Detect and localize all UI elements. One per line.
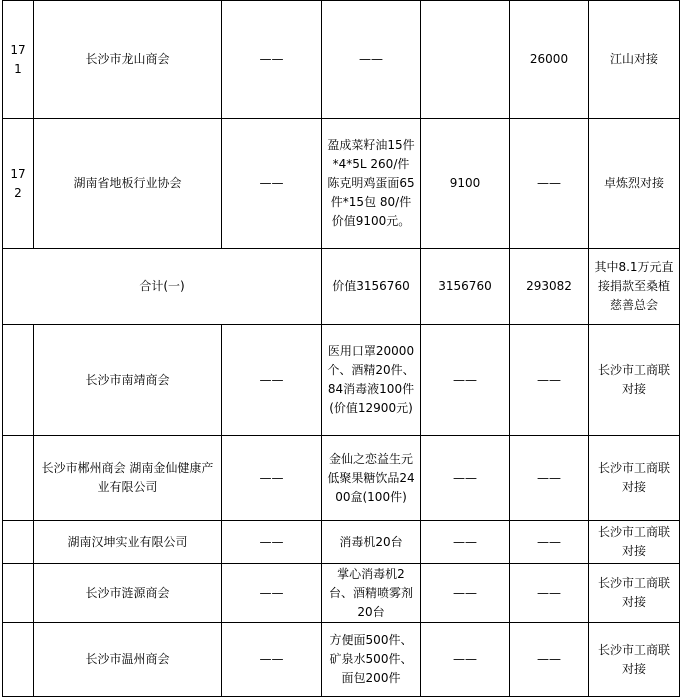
cash-amount: —— <box>510 521 589 564</box>
goods-value: 3156760 <box>421 249 510 325</box>
row-number <box>3 436 34 521</box>
donor-org: 长沙市南靖商会 <box>34 325 222 436</box>
cash-cell: —— <box>222 436 322 521</box>
cash-cell: —— <box>222 623 322 697</box>
contact-person: 长沙市工商联对接 <box>589 521 680 564</box>
row-number: 171 <box>3 1 34 119</box>
cash-cell: —— <box>222 521 322 564</box>
contact-person: 卓炼烈对接 <box>589 119 680 249</box>
cash-amount: —— <box>510 564 589 623</box>
cash-amount: —— <box>510 325 589 436</box>
goods-value: 9100 <box>421 119 510 249</box>
contact-person: 江山对接 <box>589 1 680 119</box>
contact-person: 长沙市工商联对接 <box>589 436 680 521</box>
row-number <box>3 623 34 697</box>
cash-amount: 26000 <box>510 1 589 119</box>
goods-value: —— <box>421 325 510 436</box>
cash-cell: —— <box>222 119 322 249</box>
contact-person: 长沙市工商联对接 <box>589 623 680 697</box>
goods-description: 消毒机20台 <box>322 521 421 564</box>
subtotal-label: 合计(一) <box>3 249 322 325</box>
row-number <box>3 325 34 436</box>
goods-value: —— <box>421 521 510 564</box>
row-number <box>3 564 34 623</box>
donation-table <box>2 0 680 697</box>
goods-description: 方便面500件、矿泉水500件、面包200件 <box>322 623 421 697</box>
donor-org: 长沙市郴州商会 湖南金仙健康产业有限公司 <box>34 436 222 521</box>
cash-cell: —— <box>222 325 322 436</box>
goods-value: —— <box>421 564 510 623</box>
donor-org: 长沙市涟源商会 <box>34 564 222 623</box>
row-number: 172 <box>3 119 34 249</box>
goods-description: —— <box>322 1 421 119</box>
goods-description: 价值3156760 <box>322 249 421 325</box>
goods-value: —— <box>421 623 510 697</box>
table-row <box>3 521 680 564</box>
goods-value: —— <box>421 436 510 521</box>
row-number <box>3 521 34 564</box>
cash-amount: —— <box>510 436 589 521</box>
goods-description: 盈成菜籽油15件*4*5L 260/件 陈克明鸡蛋面65件*15包 80/件 价值9100元。 <box>322 119 421 249</box>
contact-person: 长沙市工商联对接 <box>589 325 680 436</box>
table-row <box>3 623 680 697</box>
goods-description: 掌心消毒机2台、酒精喷雾剂20台 <box>322 564 421 623</box>
table-row <box>3 119 680 249</box>
contact-note: 其中8.1万元直接捐款至桑植慈善总会 <box>589 249 680 325</box>
cash-amount: —— <box>510 119 589 249</box>
donor-org: 长沙市龙山商会 <box>34 1 222 119</box>
goods-value <box>421 1 510 119</box>
goods-description: 医用口罩20000个、酒精20件、84消毒液100件(价值12900元) <box>322 325 421 436</box>
goods-description: 金仙之恋益生元低聚果糖饮品2400盒(100件) <box>322 436 421 521</box>
donor-org: 湖南省地板行业协会 <box>34 119 222 249</box>
donor-org: 湖南汉坤实业有限公司 <box>34 521 222 564</box>
cash-amount: 293082 <box>510 249 589 325</box>
donor-org: 长沙市温州商会 <box>34 623 222 697</box>
cash-cell: —— <box>222 1 322 119</box>
subtotal-row <box>3 249 680 325</box>
cash-cell: —— <box>222 564 322 623</box>
table-row <box>3 564 680 623</box>
table-row <box>3 1 680 119</box>
contact-person: 长沙市工商联对接 <box>589 564 680 623</box>
cash-amount: —— <box>510 623 589 697</box>
table-row <box>3 436 680 521</box>
table-row <box>3 325 680 436</box>
